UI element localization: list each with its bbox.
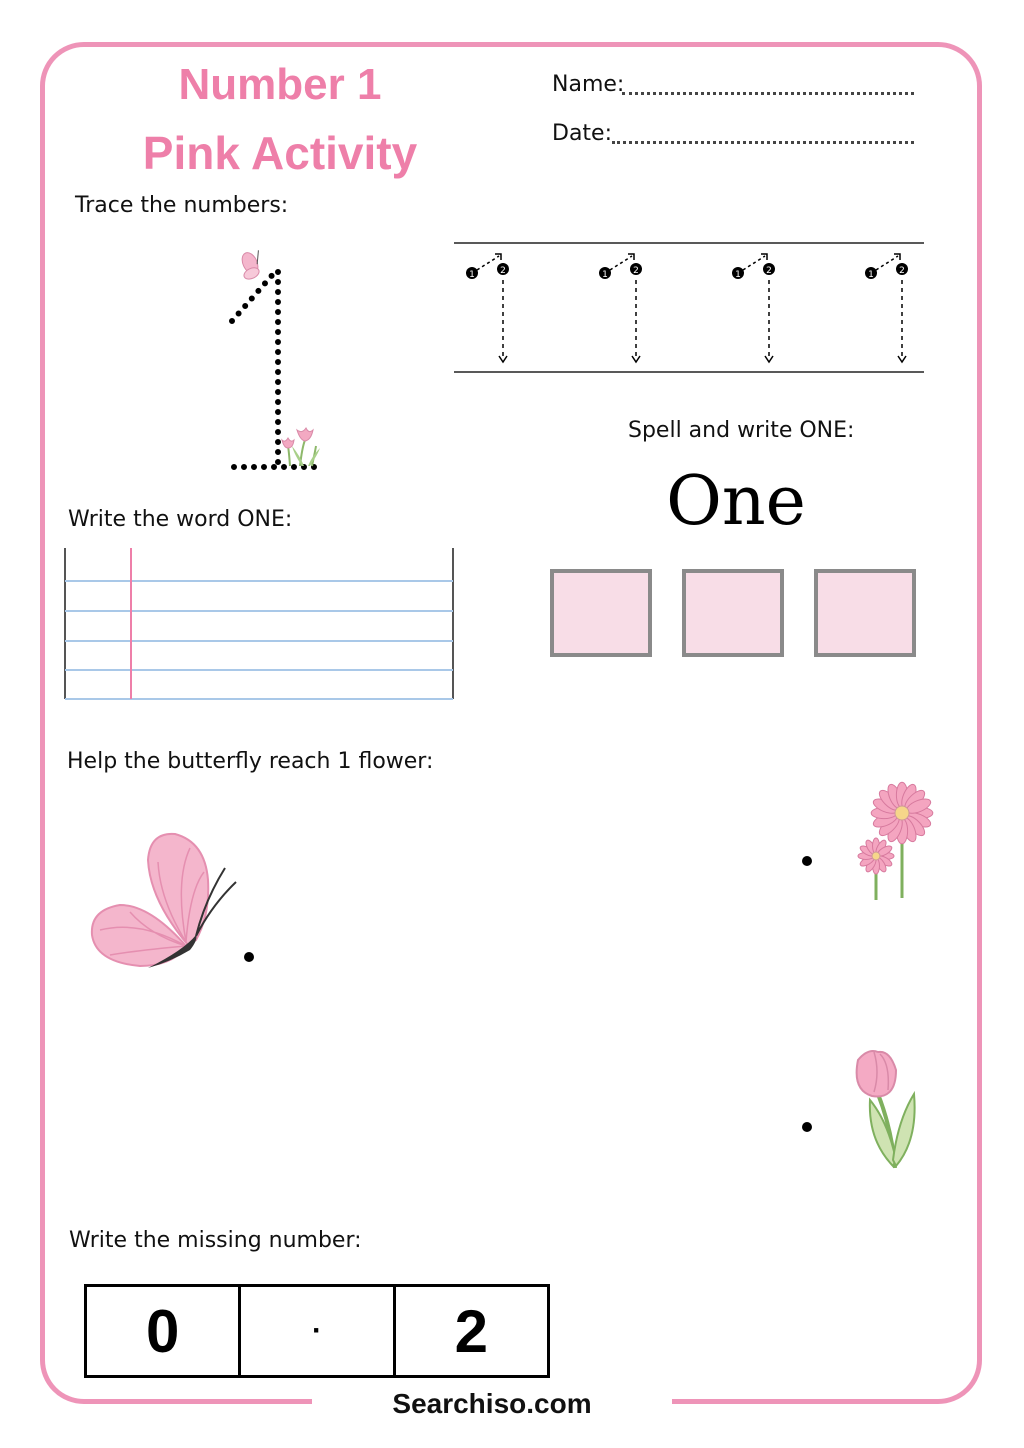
trace-step-2-label: 2 — [899, 266, 905, 276]
missing-heading: Write the missing number: — [69, 1228, 362, 1253]
title-line-2: Pink Activity — [142, 127, 418, 179]
tulip-dot[interactable] — [802, 1122, 812, 1132]
trace-step-2-label: 2 — [766, 266, 772, 276]
number-cell-1: 0 — [87, 1287, 241, 1375]
trace-step-1-label: 1 — [868, 270, 874, 280]
write-word-heading: Write the word ONE: — [68, 507, 293, 532]
trace-step-1-label: 1 — [735, 270, 741, 280]
number-cell-3: 2 — [454, 1297, 488, 1365]
date-label: Date: — [552, 121, 612, 146]
title-line-1: Number 1 — [178, 60, 382, 109]
trace-heading: Trace the numbers: — [75, 193, 289, 218]
trace-step-2-label: 2 — [500, 266, 506, 276]
butterfly-heading: Help the butterfly reach 1 flower: — [67, 749, 434, 774]
missing-number-table — [84, 1284, 550, 1378]
name-label: Name: — [552, 72, 625, 97]
trace-step-2-label: 2 — [633, 266, 639, 276]
spell-word: One — [666, 462, 806, 541]
number-cell-blank[interactable]: · — [241, 1287, 395, 1375]
footer-site: Searchiso.com — [392, 1388, 592, 1419]
spell-heading: Spell and write ONE: — [628, 418, 855, 443]
trace-step-1-label: 1 — [469, 270, 475, 280]
trace-step-1-label: 1 — [602, 270, 608, 280]
